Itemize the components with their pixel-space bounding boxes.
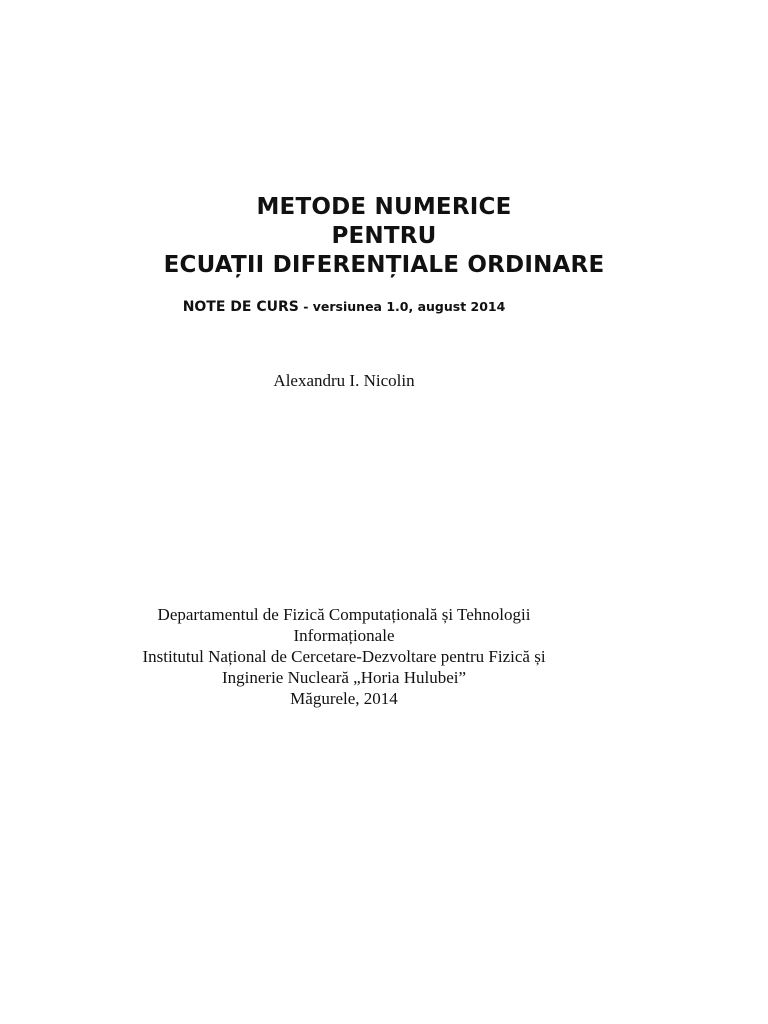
affiliation-line-5: Măgurele, 2014	[290, 689, 398, 708]
title-line-3: ECUAȚII DIFERENȚIALE ORDINARE	[163, 252, 605, 278]
affiliation-line-2: Informaționale	[293, 626, 395, 645]
affiliation-line-3: Institutul Național de Cercetare-Dezvoltare pentru Fizică și	[142, 647, 546, 666]
affiliation-line-1: Departamentul de Fizică Computațională și Tehnologii	[157, 605, 531, 624]
affiliation-block	[0, 604, 688, 709]
subtitle-version: - versiunea 1.0, august 2014	[298, 299, 506, 314]
author-name: Alexandru I. Nicolin	[273, 371, 415, 390]
subtitle-lead: NOTE DE CURS	[182, 299, 299, 315]
affiliation-line-4: Inginerie Nucleară „Horia Hulubei”	[221, 668, 467, 687]
document-subtitle	[0, 296, 688, 315]
title-line-2: PENTRU	[331, 223, 437, 249]
title-line-1: METODE NUMERICE	[256, 194, 512, 220]
document-title	[0, 193, 768, 280]
